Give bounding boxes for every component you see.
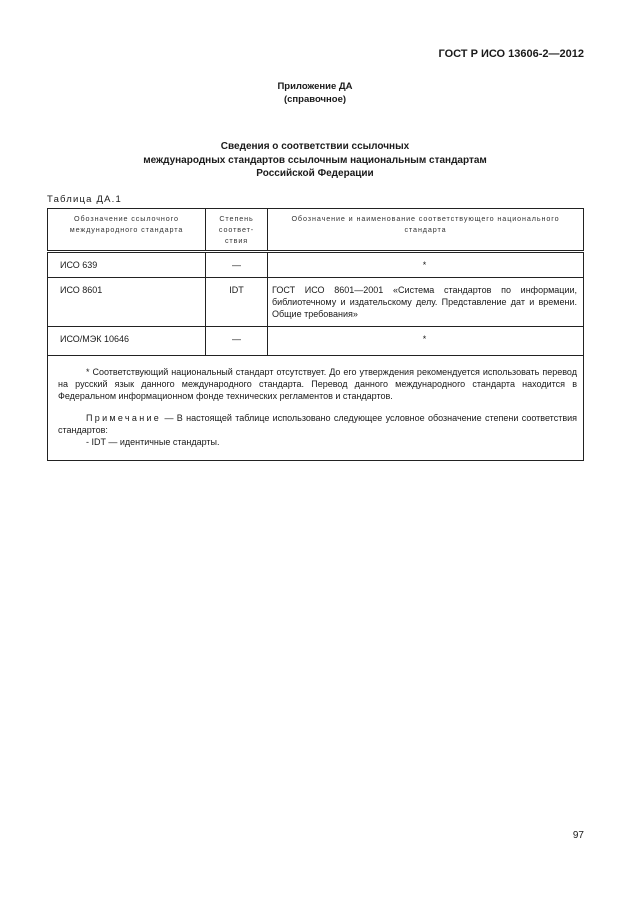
header-national-standard: Обозначение и наименование соответствующего национального стандарта bbox=[268, 209, 584, 252]
table-header-row bbox=[48, 209, 584, 252]
appendix-subtitle: (справочное) bbox=[283, 94, 347, 105]
table-footnote-cell bbox=[48, 356, 584, 461]
footnote-text: * Соответствующий национальный стандарт отсутствует. До его утверждения рекомендуется использовать перевод на русский язык данного международного стандарта. Перевод данного международного стандарта находится в Федеральном информационном фонде технических регламентов и стандартов. bbox=[58, 367, 577, 401]
correspondence-table bbox=[47, 208, 584, 461]
appendix-heading bbox=[0, 80, 630, 106]
title-line-3: Российской Федерации bbox=[256, 168, 374, 179]
header-international-standard: Обозначение ссылочного международного стандарта bbox=[48, 209, 206, 252]
note-text: — В настоящей таблице использовано следующее условное обозначение степени соответствия стандартов: bbox=[58, 413, 577, 435]
cell-standard: ИСО/МЭК 10646 bbox=[48, 327, 206, 356]
note-label: Примечание bbox=[86, 413, 162, 423]
table-row bbox=[48, 252, 584, 278]
cell-standard: ИСО 8601 bbox=[48, 278, 206, 327]
table-row bbox=[48, 327, 584, 356]
header-degree: Степень соответ-ствия bbox=[206, 209, 268, 252]
note-paragraph bbox=[58, 412, 577, 436]
table-footnote-row bbox=[48, 356, 584, 461]
table-caption: Таблица ДА.1 bbox=[47, 194, 122, 205]
cell-degree: — bbox=[206, 327, 268, 356]
cell-national: * bbox=[268, 327, 584, 356]
title-line-2: международных стандартов ссылочным национальным стандартам bbox=[143, 154, 487, 166]
cell-standard: ИСО 639 bbox=[48, 252, 206, 278]
table-row bbox=[48, 278, 584, 327]
note-item: - IDT — идентичные стандарты. bbox=[86, 437, 220, 447]
appendix-title: Приложение ДА bbox=[277, 81, 353, 92]
document-code: ГОСТ Р ИСО 13606-2—2012 bbox=[438, 48, 584, 60]
cell-national: ГОСТ ИСО 8601—2001 «Система стандартов по информации, библиотечному и издательскому делу. Представление дат и времени. Общие требования» bbox=[268, 278, 584, 327]
cell-degree: — bbox=[206, 252, 268, 278]
cell-national: * bbox=[268, 252, 584, 278]
page-number: 97 bbox=[572, 830, 584, 841]
section-title bbox=[0, 140, 630, 181]
title-line-1: Сведения о соответствии ссылочных bbox=[220, 141, 410, 152]
cell-degree: IDT bbox=[206, 278, 268, 327]
